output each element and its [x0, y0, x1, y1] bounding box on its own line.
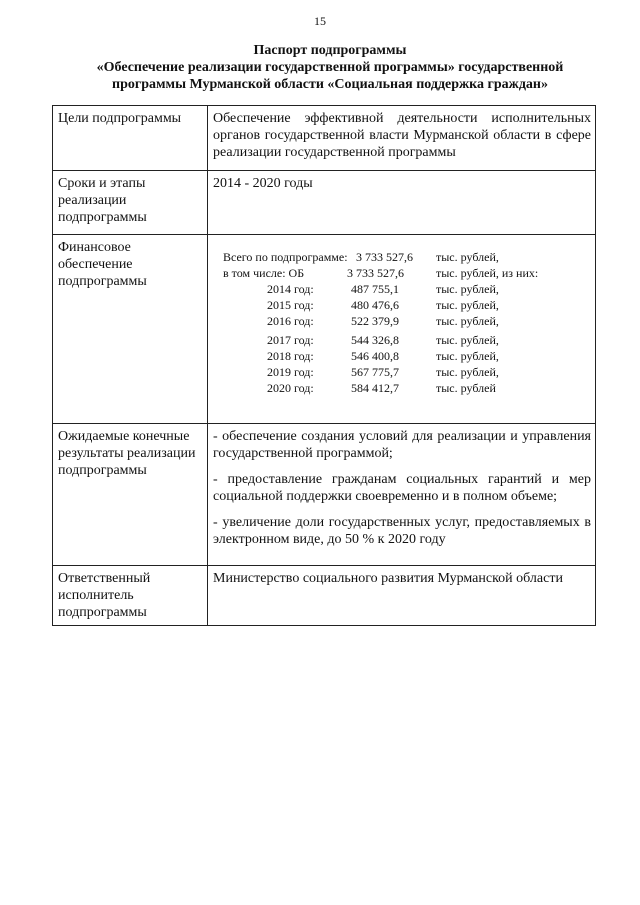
finance-year-row: [223, 332, 591, 348]
finance-year-label: 2020 год:: [267, 381, 314, 395]
title-line-1: Паспорт подпрограммы: [253, 43, 407, 58]
page-number: 15: [314, 14, 326, 28]
table-row-terms: [53, 171, 596, 235]
finance-year-unit: тыс. рублей,: [436, 298, 499, 312]
finance-year-label: 2016 год:: [267, 314, 314, 328]
finance-year-unit: тыс. рублей: [436, 381, 496, 395]
finance-label: Финансовое обеспечение подпрограммы: [53, 235, 208, 424]
title-line-2: «Обеспечение реализации государственной программы» государственной: [96, 60, 564, 75]
finance-total-unit: тыс. рублей,: [436, 250, 499, 264]
finance-year-unit: тыс. рублей,: [436, 282, 499, 296]
finance-year-row: [223, 348, 591, 364]
finance-cell: [208, 235, 596, 424]
finance-including-row: [223, 265, 591, 281]
terms-label: Сроки и этапы реализации подпрограммы: [53, 171, 208, 235]
table-row-results: [53, 424, 596, 566]
goals-label: Цели подпрограммы: [53, 106, 208, 171]
finance-year-row: [223, 380, 591, 396]
finance-including-unit: тыс. рублей, из них:: [436, 266, 539, 280]
finance-year-value: 480 476,6: [351, 298, 399, 312]
finance-year-row: [223, 364, 591, 380]
finance-year-value: 522 379,9: [351, 314, 399, 328]
table-row-responsible: [53, 566, 596, 626]
finance-year-label: 2017 год:: [267, 333, 314, 347]
finance-total-value: 3 733 527,6: [356, 250, 413, 264]
document-title: [40, 42, 620, 93]
finance-year-label: 2019 год:: [267, 365, 314, 379]
finance-year-value: 487 755,1: [351, 282, 399, 296]
finance-year-value: 546 400,8: [351, 349, 399, 363]
table-row-finance: [53, 235, 596, 424]
results-cell: [208, 424, 596, 566]
finance-year-row: [223, 281, 591, 297]
finance-including-value: 3 733 527,6: [347, 266, 404, 280]
finance-year-unit: тыс. рублей,: [436, 314, 499, 328]
responsible-label: Ответственный исполнитель подпрограммы: [53, 566, 208, 626]
finance-total-label: Всего по подпрограмме:: [223, 250, 348, 264]
passport-table: [52, 105, 596, 626]
finance-including-label: в том числе: ОБ: [223, 266, 305, 280]
responsible-value: Министерство социального развития Мурманской области: [208, 566, 596, 626]
finance-year-value: 567 775,7: [351, 365, 399, 379]
finance-year-unit: тыс. рублей,: [436, 365, 499, 379]
title-line-3: программы Мурманской области «Социальная поддержка граждан»: [112, 77, 548, 92]
finance-total-row: [223, 249, 591, 265]
finance-year-row: [223, 297, 591, 313]
finance-year-label: 2018 год:: [267, 349, 314, 363]
table-row-goals: [53, 106, 596, 171]
finance-year-row: [223, 313, 591, 329]
finance-year-unit: тыс. рублей,: [436, 349, 499, 363]
results-label: Ожидаемые конечные результаты реализации подпрограммы: [53, 424, 208, 566]
finance-year-value: 584 412,7: [351, 381, 399, 395]
result-item: - обеспечение создания условий для реализации и управления государственной программой;: [213, 429, 591, 461]
finance-breakdown: [213, 239, 591, 396]
finance-year-label: 2014 год:: [267, 282, 314, 296]
result-item: - предоставление гражданам социальных гарантий и мер социальной поддержки своевременно и в полном объеме;: [213, 472, 591, 504]
finance-year-list: [223, 281, 591, 396]
finance-year-unit: тыс. рублей,: [436, 333, 499, 347]
result-item: - увеличение доли государственных услуг, предоставляемых в электронном виде, до 50 % к 2020 году: [213, 515, 591, 547]
finance-year-value: 544 326,8: [351, 333, 399, 347]
finance-year-label: 2015 год:: [267, 298, 314, 312]
terms-value: 2014 - 2020 годы: [208, 171, 596, 235]
goals-value: Обеспечение эффективной деятельности исполнительных органов государственной власти Мурманской области в сфере реализации государственной программы: [208, 106, 596, 171]
